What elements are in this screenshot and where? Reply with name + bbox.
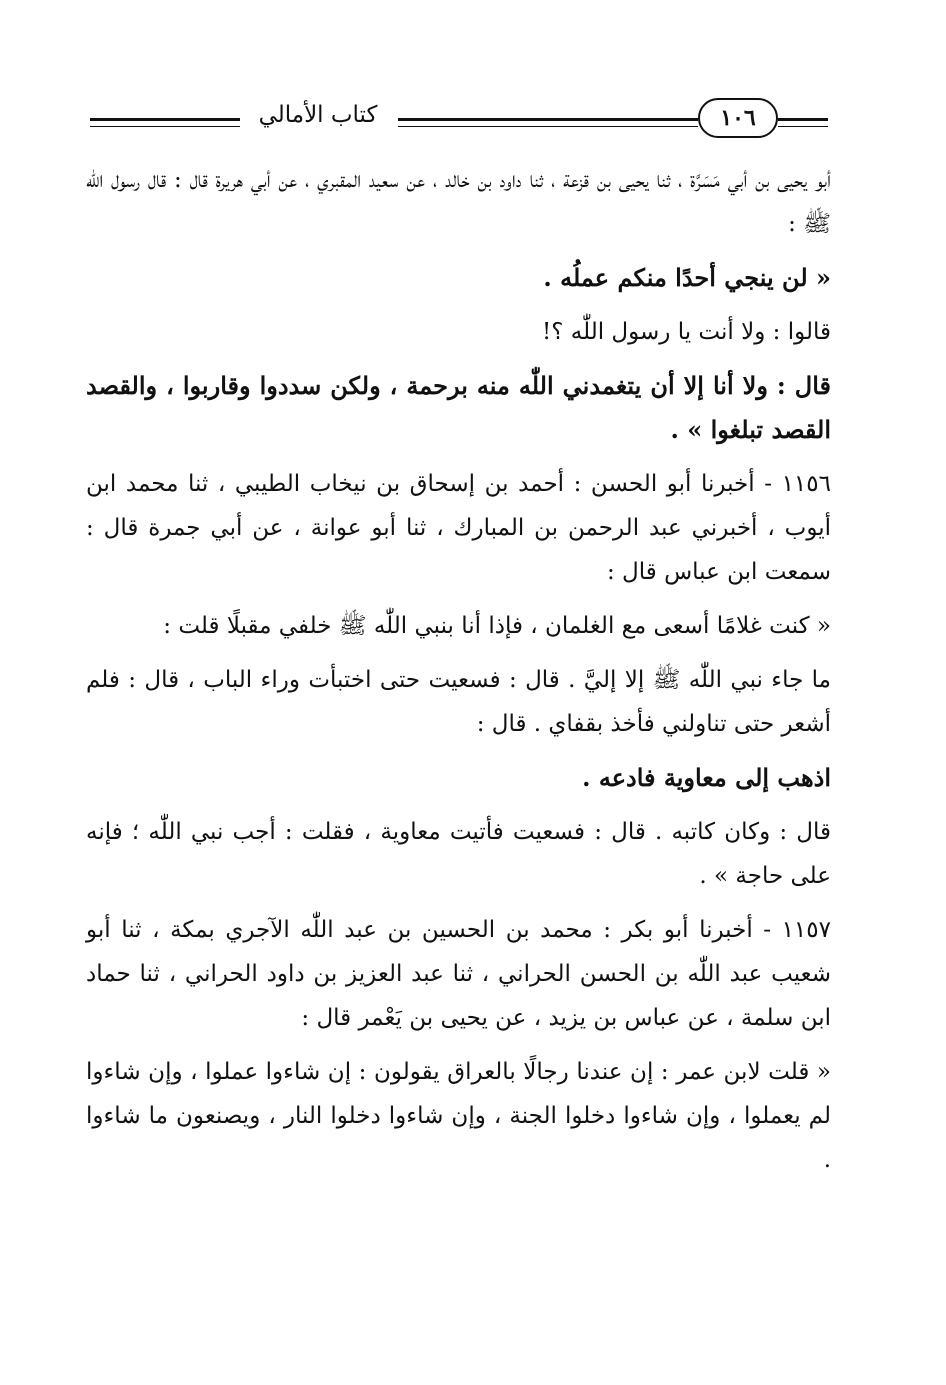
paragraph-3: قالوا : ولا أنت يا رسول اللّٰه ؟! [542, 319, 831, 345]
paragraph-1: أبو يحيى بن أبي مَسَرَّة ، ثنا يحيى بن قزعة ، ثنا داود بن خالد ، عن سعيد المقبري ، عن أبي هريرة قال : قال رسول اللّٰه ﷺ : [86, 167, 831, 237]
paragraph-4: قال : ولا أنا إلا أن يتغمدني اللّٰه منه برحمة ، ولكن سددوا وقاربوا ، والقصد القصد تبلغوا » . [86, 371, 831, 444]
paragraph-2: « لن ينجي أحدًا منكم عملُه . [543, 263, 831, 292]
header-rule-left [90, 118, 240, 121]
page-body [86, 158, 831, 1182]
header-rule-right [778, 118, 828, 121]
header-rule-middle [398, 118, 698, 121]
paragraph-10: ١١٥٧ - أخبرنا أبو بكر : محمد بن الحسين بن عبد اللّٰه الآجري بمكة ، ثنا أبو شعيب عبد اللّٰه بن الحسن الحراني ، ثنا عبد العزيز بن داود الحراني ، ثنا حماد ابن سلمة ، عن عباس بن يزيد ، عن يحيى بن يَعْمر قال : [86, 917, 831, 1031]
page-number-badge [698, 98, 778, 138]
paragraph-6: « كنت غلامًا أسعى مع الغلمان ، فإذا أنا بنبي اللّٰه ﷺ خلفي مقبلًا قلت : [163, 613, 831, 639]
paragraph-8: اذهب إلى معاوية فادعه . [582, 763, 831, 792]
paragraph-9: قال : وكان كاتبه . قال : فسعيت فأتيت معاوية ، فقلت : أجب نبي اللّٰه ؛ فإنه على حاجة » . [86, 819, 831, 889]
header-rule-left-thin [90, 126, 240, 127]
header-rule-middle-thin [398, 126, 698, 127]
book-title: كتاب الأمالي [258, 102, 378, 128]
paragraph-11: « قلت لابن عمر : إن عندنا رجالًا بالعراق يقولون : إن شاءوا عملوا ، وإن شاءوا لم يعملوا ، وإن شاءوا دخلوا الجنة ، وإن شاءوا دخلوا النار ، ويصنعون ما شاءوا . [86, 1059, 831, 1173]
header-rule-right-thin [778, 126, 828, 127]
page-number: ١٠٦ [720, 105, 756, 131]
page-header [86, 96, 831, 148]
paragraph-7: ما جاء نبي اللّٰه ﷺ إلا إليَّ . قال : فسعيت حتى اختبأت وراء الباب ، قال : فلم أشعر حتى تناولني فأخذ بقفاي . قال : [86, 667, 831, 737]
paragraph-5: ١١٥٦ - أخبرنا أبو الحسن : أحمد بن إسحاق بن نيخاب الطيبي ، ثنا محمد ابن أيوب ، أخبرني عبد الرحمن بن المبارك ، ثنا أبو عوانة ، عن أبي جمرة قال : سمعت ابن عباس قال : [86, 471, 831, 585]
